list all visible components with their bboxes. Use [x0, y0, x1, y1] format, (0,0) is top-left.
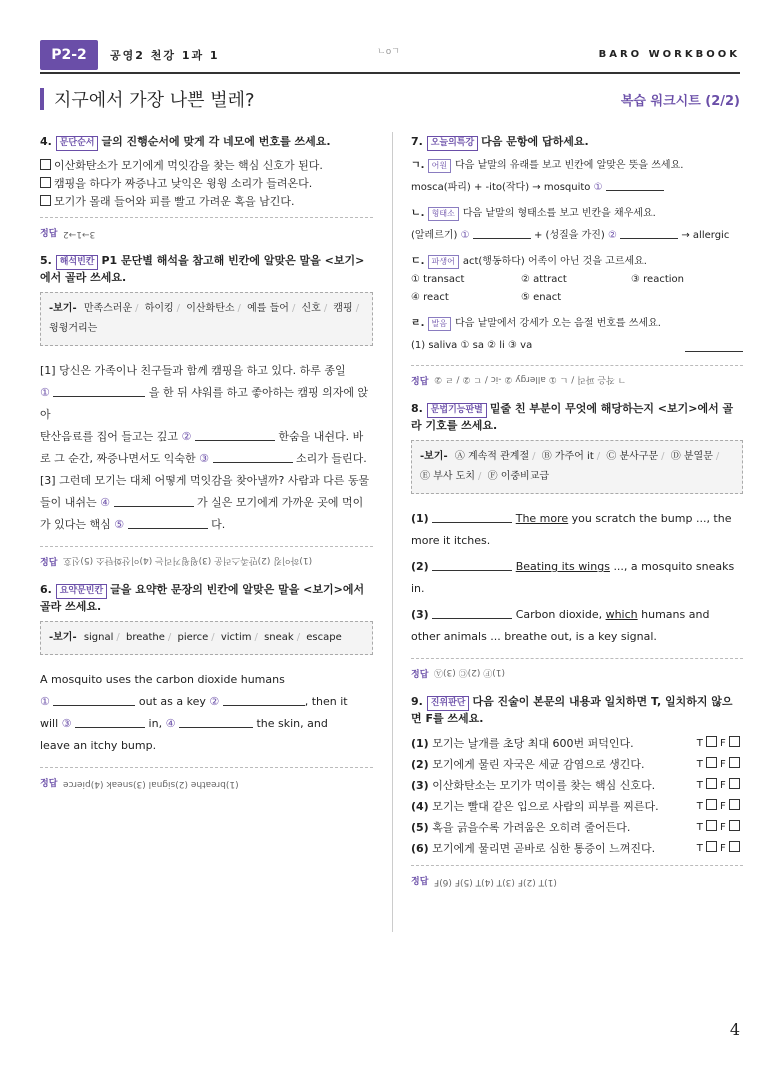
- title-accent: [40, 88, 44, 110]
- tf-statement: 이산화탄소는 모기가 먹이를 찾는 핵심 신호다.: [432, 779, 656, 792]
- tf-row: (4) 모기는 빨대 같은 입으로 사람의 피부를 찌른다. T F: [411, 796, 743, 817]
- q9-answer: [411, 865, 743, 901]
- sub-text: 다음 낱말에서 강세가 오는 음절 번호를 쓰세요.: [455, 318, 661, 329]
- box-word: Ⓐ 계속적 관계절: [454, 451, 530, 462]
- sub-tag: 발음: [428, 317, 451, 331]
- options-row: [411, 289, 743, 307]
- answer-text: (1)breathe (2)signal (3)sneak (4)pierce: [63, 779, 240, 789]
- blank-2[interactable]: [620, 228, 678, 239]
- tf-row: (2) 모기에게 물린 자국은 세균 감염으로 생긴다. T F: [411, 754, 743, 775]
- summary-line: out as a key: [138, 695, 206, 708]
- worksheet-label: 복습 워크시트 (2/2): [620, 94, 740, 109]
- seal-mark: ㄴoㄱ: [377, 47, 400, 57]
- answer-label: 정답: [40, 229, 58, 239]
- passage-line: 가 실은 모기에게 가까운 곳에 먹이: [197, 496, 364, 509]
- q5-tag: 해석빈칸: [56, 255, 99, 270]
- sub-tag: 어원: [428, 159, 451, 173]
- box-word: pierce: [177, 632, 209, 643]
- sub-mark: ㄱ.: [411, 160, 425, 171]
- passage-line: 소리가 들린다.: [296, 452, 367, 465]
- sub-tag: 파생어: [428, 255, 459, 269]
- q6-word-box: -보기- signal / breathe / pierce / victim / sneak / escape: [40, 621, 373, 655]
- summary-line: in,: [148, 717, 163, 730]
- question-4: [40, 134, 373, 253]
- tf-statement: 모기에게 물리면 곧바로 심한 통증이 느껴진다.: [432, 842, 656, 855]
- question-8: [411, 401, 743, 694]
- passage-line: 한숨을 내쉰다. 바: [278, 430, 364, 443]
- passage-line: 가 있다는 핵심: [40, 518, 111, 531]
- item-text: more it itches.: [411, 534, 491, 547]
- f-label: F: [720, 822, 726, 833]
- order-checkbox[interactable]: [40, 159, 51, 170]
- item-text: in.: [411, 582, 425, 595]
- sub-text: 다음 낱말의 형태소를 보고 빈칸을 채우세요.: [462, 208, 656, 219]
- answer-label: 정답: [411, 377, 429, 387]
- passage-line: 탄산음료를 집어 들고는 깊고: [40, 430, 179, 443]
- q8-word-box: -보기- Ⓐ 계속적 관계절 / Ⓑ 가주어 it / Ⓒ 분사구문 / Ⓓ 분열문 / Ⓔ 부사 도치 / Ⓕ 이중비교급: [411, 440, 743, 494]
- box-word: 이산화탄소: [186, 303, 235, 314]
- page-title: 지구에서 가장 나쁜 벌레?: [54, 90, 255, 111]
- q4-item-text: 이산화탄소가 모기에게 먹잇감을 찾는 핵심 신호가 된다.: [54, 159, 323, 172]
- tf-statement: 모기는 빨대 같은 입으로 사람의 피부를 찌른다.: [432, 800, 659, 813]
- stress-blank[interactable]: [685, 341, 743, 352]
- t-label: T: [696, 822, 703, 833]
- sub-text: act(행동하다) 어족이 아닌 것을 고르세요.: [462, 256, 647, 267]
- box-word: signal: [83, 632, 114, 643]
- q4-item-text: 모기가 몰래 들어와 피를 빨고 가려운 혹을 남긴다.: [54, 195, 295, 208]
- blank-1[interactable]: [53, 695, 135, 706]
- answer-text: (1)하이킹 (2)만족스러운 (3)윙윙거리는 (4)이산화탄소 (5)신호: [63, 555, 313, 565]
- q8-answer: [411, 658, 743, 694]
- box-word: Ⓑ 가주어 it: [541, 451, 594, 462]
- true-checkbox[interactable]: [706, 736, 717, 747]
- right-column: [411, 134, 743, 901]
- f-label: F: [720, 843, 726, 854]
- morpheme-line: (알레르기): [411, 230, 458, 241]
- option[interactable]: ⑤ enact: [521, 292, 562, 303]
- q8-text: 밑줄 친 부분이 무엇에 해당하는지 <보기>에서 골라 기호를 쓰세요.: [411, 402, 734, 432]
- passage-line: [1] 당신은 가족이나 친구들과 함께 캠핑을 하고 있다. 하루 종일: [40, 364, 346, 377]
- true-checkbox[interactable]: [706, 757, 717, 768]
- box-word: Ⓒ 분사구문: [606, 451, 659, 462]
- q6-summary: A mosquito uses the carbon dioxide humans ① out as a key ② , then it will ③ in, ④ the skin, and leave an itchy bump.: [40, 669, 373, 757]
- box-word: escape: [306, 632, 342, 643]
- q5-passage: [1] 당신은 가족이나 친구들과 함께 캠핑을 하고 있다. 하루 종일 ① 을 한 뒤 샤워를 하고 좋아하는 캠핑 의자에 앉아 탄산음료를 집어 들고는 깊고 ② 한숨을 내쉰다. 바 로 그 순간, 짜증나면서도 익숙한 ③ 소리가 들린다. [3] 그런데 모기는 대체 어떻게 먹잇감을 찾아낼까? 사람과 다른 동물 들이 내쉬는 ④ 가 실은 모기에게 가까운 곳에 먹이 가 있다는 핵심 ⑤ 다.: [40, 360, 373, 536]
- item-text: Carbon dioxide,: [515, 608, 603, 621]
- q7-tag: 오늘의특강: [427, 136, 478, 151]
- box-label: -보기-: [49, 303, 77, 314]
- false-checkbox[interactable]: [729, 736, 740, 747]
- f-label: F: [720, 780, 726, 791]
- answer-text: 3→1→2: [63, 229, 96, 239]
- options-row: [411, 271, 743, 289]
- q4-item-text: 캠핑을 하다가 짜증나고 낮익은 윙윙 소리가 들려온다.: [54, 177, 313, 190]
- q8-tag: 문법기능판별: [427, 403, 487, 418]
- item-text: you scratch the bump ..., the: [571, 512, 732, 525]
- blank-3[interactable]: [213, 452, 293, 463]
- t-label: T: [696, 780, 703, 791]
- box-label: -보기-: [420, 451, 448, 462]
- f-label: F: [720, 801, 726, 812]
- answer-text: ㄱ 작은 파리 / ㄴ ① allergy ② -ic / ㄷ ② / ㄹ ②: [434, 374, 627, 384]
- underlined-text: which: [605, 608, 638, 621]
- answer-blank[interactable]: [432, 512, 512, 523]
- answer-label: 정답: [411, 670, 429, 680]
- lesson-label: 공영2 천강 1과 1: [110, 49, 220, 62]
- answer-blank[interactable]: [432, 560, 512, 571]
- t-label: T: [696, 759, 703, 770]
- box-word: 예를 들어: [247, 303, 289, 314]
- false-checkbox[interactable]: [729, 799, 740, 810]
- box-word: 신호: [301, 303, 321, 314]
- box-word: breathe: [125, 632, 165, 643]
- q4-item: [40, 157, 373, 175]
- sub-mark: ㄴ.: [411, 208, 425, 219]
- q5-number: 5.: [40, 254, 52, 267]
- morpheme-line: → allergic: [681, 230, 730, 241]
- f-label: F: [720, 738, 726, 749]
- summary-line: , then it: [304, 695, 348, 708]
- q6-tag: 요약문빈칸: [56, 584, 107, 599]
- etymology-line: mosca(파리) + -ito(작다) → mosquito: [411, 182, 591, 193]
- unit-badge: P2-2: [40, 40, 98, 70]
- q4-item: [40, 193, 373, 211]
- false-checkbox[interactable]: [729, 757, 740, 768]
- underlined-text: The more: [515, 512, 569, 525]
- box-word: sneak: [264, 632, 294, 643]
- q6-text: 글을 요약한 문장의 빈칸에 알맞은 말을 <보기>에서 골라 쓰세요.: [40, 583, 365, 613]
- q5-answer: [40, 546, 373, 582]
- passage-line: 다.: [211, 518, 226, 531]
- blank-1[interactable]: [53, 386, 145, 397]
- sub-tag: 형태소: [428, 207, 459, 221]
- box-word: 캠핑: [333, 303, 353, 314]
- question-7: 7. 오늘의특강 다음 문항에 답하세요. ㄱ. 어원 다음 낱말의 유래를 보고 빈칸에 알맞은 뜻을 쓰세요. mosca(파리) + -ito(작다) → mosquito ① ㄴ. 형태소 다음 낱말의 형태소를 보고 빈칸을 채우세요. (알레르기) ① + (성질을 가진) ② → allergic ㄷ. 파생어 act(행동하다) 어족이 아닌 것을 고르세요. ① transact ② attract ③ reaction ④ react ⑤ enact ㄹ. 발음 다음 낱말에서 강세가 오는 음절 번호를 쓰세요. (1) saliva ① sa ② li ③ va 정답 ㄱ 작은 파리 / ㄴ ① allergy ② -ic / ㄷ ② / ㄹ ②: [411, 134, 743, 401]
- column-divider: [392, 132, 393, 932]
- box-word: victim: [220, 632, 252, 643]
- true-checkbox[interactable]: [706, 799, 717, 810]
- underlined-text: Beating its wings: [515, 560, 610, 573]
- answer-text: (1)Ⓕ (2)Ⓒ (3)Ⓐ: [434, 667, 506, 677]
- t-label: T: [696, 843, 703, 854]
- q5-text: P1 문단별 해석을 참고해 빈칸에 알맞은 말을 <보기>에서 골라 쓰세요.: [40, 254, 365, 284]
- summary-line: A mosquito uses the carbon dioxide humans: [40, 673, 285, 686]
- t-label: T: [696, 801, 703, 812]
- sub-mark: ㄷ.: [411, 256, 425, 267]
- blank-2[interactable]: [195, 430, 275, 441]
- stress-line: (1) saliva ① sa ② li ③ va: [411, 340, 533, 351]
- q4-item: [40, 175, 373, 193]
- sub-text: 다음 낱말의 유래를 보고 빈칸에 알맞은 뜻을 쓰세요.: [455, 160, 684, 171]
- option[interactable]: ① transact: [411, 274, 465, 285]
- title-bar: [40, 86, 740, 112]
- blank-1[interactable]: [473, 228, 531, 239]
- true-checkbox[interactable]: [706, 841, 717, 852]
- passage-line: 을 한 뒤 샤워를 하고 좋아하는 캠핑 의자에 앉아: [40, 386, 369, 421]
- answer-label: 정답: [411, 877, 429, 887]
- q4-answer: [40, 217, 373, 253]
- false-checkbox[interactable]: [729, 841, 740, 852]
- option[interactable]: ④ react: [411, 292, 449, 303]
- summary-line: will: [40, 717, 59, 730]
- tf-statement: 혹을 긁을수록 가려움은 오히려 줄어든다.: [432, 821, 631, 834]
- q9-tag: 진위판단: [427, 696, 470, 711]
- q7-answer: [411, 365, 743, 401]
- box-word: Ⓕ 이중비교급: [487, 471, 550, 482]
- q7-text: 다음 문항에 답하세요.: [481, 135, 589, 148]
- q5-word-box: -보기- 만족스러운 / 하이킹 / 이산화탄소 / 예를 들어 / 신호 / 캠핑 / 윙윙거리는: [40, 292, 373, 346]
- q8-items: (1) The more you scratch the bump ..., the more it itches. (2) Beating its wings ..., a mosquito sneaks in. (3) Carbon dioxide, which humans and other animals ... breathe out, is a key signal.: [411, 508, 743, 648]
- question-6: [40, 582, 373, 803]
- box-word: 하이킹: [144, 303, 174, 314]
- blank-3[interactable]: [75, 717, 145, 728]
- blank-5[interactable]: [128, 518, 208, 529]
- false-checkbox[interactable]: [729, 820, 740, 831]
- answer-label: 정답: [40, 558, 58, 568]
- sub-mark: ㄹ.: [411, 318, 425, 329]
- f-label: F: [720, 759, 726, 770]
- q9-number: 9.: [411, 695, 423, 708]
- box-word: 만족스러운: [83, 303, 133, 314]
- q6-number: 6.: [40, 583, 52, 596]
- summary-line: the skin, and: [256, 717, 328, 730]
- blank-1[interactable]: [606, 180, 664, 191]
- passage-line: [3] 그런데 모기는 대체 어떻게 먹잇감을 찾아낼까? 사람과 다른 동물: [40, 474, 370, 487]
- tf-row: (1) 모기는 날개를 초당 최대 600번 퍼덕인다. T F: [411, 733, 743, 754]
- question-9: [411, 694, 743, 901]
- page-number: 4: [729, 1020, 740, 1039]
- order-checkbox[interactable]: [40, 195, 51, 206]
- box-word: 윙윙거리는: [49, 323, 98, 334]
- tf-row: (3) 이산화탄소는 모기가 먹이를 찾는 핵심 신호다. T F: [411, 775, 743, 796]
- q9-text: 다음 진술이 본문의 내용과 일치하면 T, 일치하지 않으면 F를 쓰세요.: [411, 695, 733, 725]
- q4-tag: 문단순서: [56, 136, 99, 151]
- answer-label: 정답: [40, 779, 58, 789]
- answer-text: (1)T (2)F (3)T (4)T (5)F (6)F: [434, 877, 558, 887]
- tf-row: (5) 혹을 긁을수록 가려움은 오히려 줄어든다. T F: [411, 817, 743, 838]
- order-checkbox[interactable]: [40, 177, 51, 188]
- passage-line: 로 그 순간, 짜증나면서도 익숙한: [40, 452, 196, 465]
- answer-blank[interactable]: [432, 608, 512, 619]
- true-checkbox[interactable]: [706, 778, 717, 789]
- box-word: Ⓔ 부사 도치: [420, 471, 475, 482]
- blank-2[interactable]: [223, 695, 305, 706]
- blank-4[interactable]: [114, 496, 194, 507]
- option[interactable]: ② attract: [521, 274, 567, 285]
- q4-text: 글의 진행순서에 맞게 각 네모에 번호를 쓰세요.: [101, 135, 331, 148]
- tf-statement: 모기는 날개를 초당 최대 600번 퍼덕인다.: [432, 737, 634, 750]
- summary-line: leave an itchy bump.: [40, 739, 157, 752]
- q6-answer: [40, 767, 373, 803]
- t-label: T: [696, 738, 703, 749]
- passage-line: 들이 내쉬는: [40, 496, 97, 509]
- false-checkbox[interactable]: [729, 778, 740, 789]
- tf-row: (6) 모기에게 물리면 곧바로 심한 통증이 느껴진다. T F: [411, 838, 743, 859]
- box-word: Ⓓ 분열문: [670, 451, 713, 462]
- left-column: [40, 134, 373, 803]
- option[interactable]: ③ reaction: [631, 274, 684, 285]
- item-text: ..., a mosquito sneaks: [613, 560, 735, 573]
- brand-label: BARO WORKBOOK: [598, 49, 740, 60]
- blank-4[interactable]: [179, 717, 253, 728]
- tf-statement: 모기에게 물린 자국은 세균 감염으로 생긴다.: [432, 758, 645, 771]
- item-text: humans and: [641, 608, 710, 621]
- true-checkbox[interactable]: [706, 820, 717, 831]
- question-5: [40, 253, 373, 582]
- q4-number: 4.: [40, 135, 52, 148]
- box-label: -보기-: [49, 632, 77, 643]
- item-text: other animals ... breathe out, is a key signal.: [411, 630, 657, 643]
- morpheme-line: + (성질을 가진): [533, 230, 605, 241]
- q8-number: 8.: [411, 402, 423, 415]
- q7-number: 7.: [411, 135, 423, 148]
